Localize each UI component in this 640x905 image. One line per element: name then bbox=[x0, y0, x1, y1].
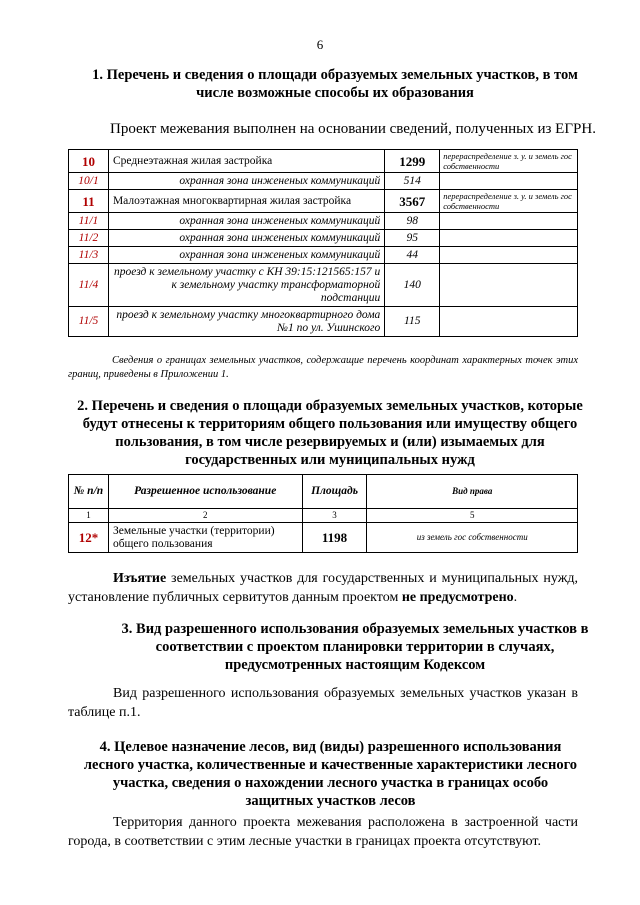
row-right-type bbox=[440, 230, 578, 247]
plots-table bbox=[68, 149, 578, 337]
table-row bbox=[69, 307, 578, 337]
header-num: № п/п bbox=[69, 475, 109, 509]
row-description: охранная зона инжененых коммуникаций bbox=[108, 230, 384, 247]
row-num: 11/1 bbox=[69, 213, 109, 230]
section2-heading: 2. Перечень и сведения о площади образуемых земельных участков, которые будут отнесены к территориям общего пользования или имуществу общего пользования, в том числе резервируемых и (или) изымаемых для государственных или муниципальных нужд bbox=[77, 398, 583, 468]
index-row: 1 2 3 5 bbox=[69, 509, 578, 523]
row-description: охранная зона инжененых коммуникаций bbox=[108, 213, 384, 230]
header-area: Площадь bbox=[302, 475, 367, 509]
row-num: 11/4 bbox=[69, 264, 109, 307]
row-description: проезд к земельному участку многоквартирного дома №1 по ул. Ушинского bbox=[108, 307, 384, 337]
row-description: Малоэтажная многоквартирная жилая застройка bbox=[108, 190, 384, 213]
row-description: охранная зона инжененых коммуникаций bbox=[108, 247, 384, 264]
row-num: 11 bbox=[69, 190, 109, 213]
table-row bbox=[69, 190, 578, 213]
section1-heading: 1. Перечень и сведения о площади образуемых земельных участков, в том числе возможные способы их образования bbox=[92, 67, 578, 101]
row-right-type: перераспределение з. у. и земель гос собственности bbox=[440, 150, 578, 173]
row-description: проезд к земельному участку с КН 39:15:121565:157 и к земельному участку трансформаторной подстанции bbox=[108, 264, 384, 307]
public-plots-table bbox=[68, 474, 578, 553]
section1-intro: Проект межевания выполнен на основании сведений, полученных из ЕГРН. bbox=[110, 121, 596, 137]
page-number: 6 bbox=[316, 37, 324, 52]
row-area: 514 bbox=[385, 173, 440, 190]
section4-heading: 4. Целевое назначение лесов, вид (виды) разрешенного использования лесного участка, количественные и качественные характеристики лесного участка, сведения о нахождении лесного участка в границах особо защитных участков лесов bbox=[83, 739, 578, 809]
section4-paragraph: Территория данного проекта межевания расположена в застроенной части города, в соответствии с этим лесные участки в границах проекта отсутствуют. bbox=[68, 815, 578, 849]
row-right-type bbox=[440, 307, 578, 337]
section3-heading: 3. Вид разрешенного использования образуемых земельных участков в соответствии с проектом планировки территории в случаях, предусмотренных настоящим Кодексом bbox=[121, 621, 589, 673]
row-num: 11/5 bbox=[69, 307, 109, 337]
row-right-type: перераспределение з. у. и земель гос собственности bbox=[440, 190, 578, 213]
row-num: 11/3 bbox=[69, 247, 109, 264]
row-use: Земельные участки (территории) общего пользования bbox=[108, 523, 302, 553]
row-right-type bbox=[440, 247, 578, 264]
section2-paragraph: Изъятие земельных участков для государственных и муниципальных нужд, установление публичных сервитутов данным проектом не предусмотрено. bbox=[68, 571, 578, 605]
table-row bbox=[69, 230, 578, 247]
row-num: 10/1 bbox=[69, 173, 109, 190]
table-row bbox=[69, 523, 578, 553]
row-area: 98 bbox=[385, 213, 440, 230]
table-row bbox=[69, 264, 578, 307]
row-area: 1198 bbox=[302, 523, 367, 553]
table-row bbox=[69, 247, 578, 264]
row-area: 1299 bbox=[385, 150, 440, 173]
table-row bbox=[69, 213, 578, 230]
table-header-row bbox=[69, 475, 578, 509]
header-right: Вид права bbox=[367, 475, 578, 509]
section3-paragraph: Вид разрешенного использования образуемых земельных участков указан в таблице п.1. bbox=[68, 686, 578, 720]
row-right-type bbox=[440, 264, 578, 307]
row-num: 10 bbox=[69, 150, 109, 173]
row-area: 115 bbox=[385, 307, 440, 337]
row-description: охранная зона инжененых коммуникаций bbox=[108, 173, 384, 190]
row-num: 12* bbox=[69, 523, 109, 553]
header-use: Разрешенное использование bbox=[108, 475, 302, 509]
table-row bbox=[69, 173, 578, 190]
row-area: 3567 bbox=[385, 190, 440, 213]
row-area: 95 bbox=[385, 230, 440, 247]
row-right-type bbox=[440, 213, 578, 230]
coordinates-note: Сведения о границах земельных участков, содержащие перечень координат характерных точек этих границ, приведены в Приложении 1. bbox=[68, 355, 578, 380]
row-right: из земель гос собственности bbox=[367, 523, 578, 553]
row-area: 44 bbox=[385, 247, 440, 264]
row-right-type bbox=[440, 173, 578, 190]
row-num: 11/2 bbox=[69, 230, 109, 247]
table-row bbox=[69, 150, 578, 173]
row-area: 140 bbox=[385, 264, 440, 307]
row-description: Среднеэтажная жилая застройка bbox=[108, 150, 384, 173]
